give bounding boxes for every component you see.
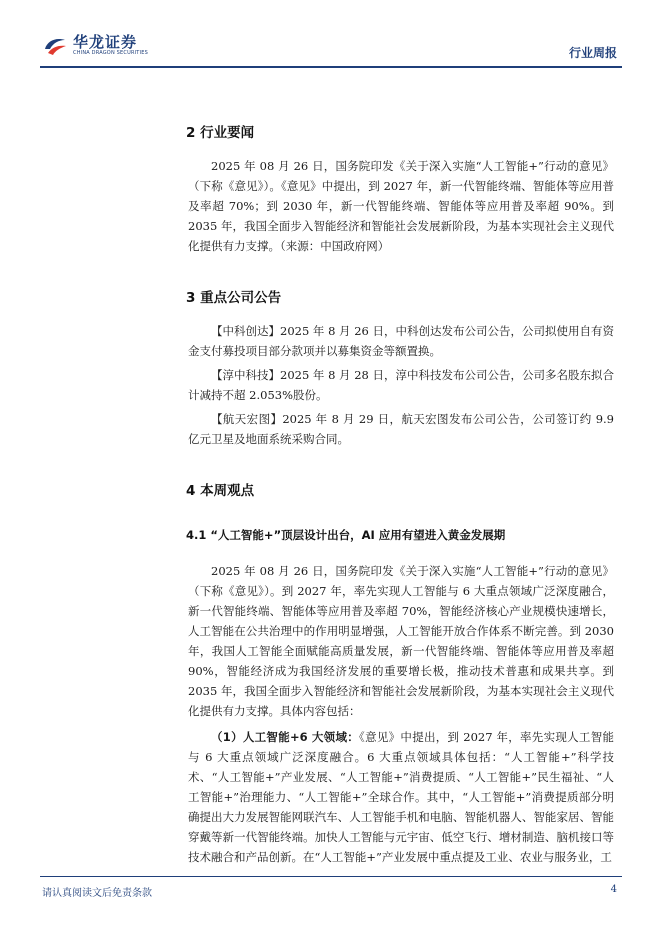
logo-chinese-name: 华龙证券 xyxy=(73,33,138,51)
announcement-item: 【中科创达】2025 年 8 月 26 日，中科创达发布公司公告，公司拟使用自有资金支付募投项目部分款项并以募集资金等额置换。 xyxy=(188,324,614,358)
page-number: 4 xyxy=(610,884,617,895)
announcement-item: 【淳中科技】2025 年 8 月 28 日，淳中科技发布公司公告，公司多名股东拟合计减持不超 2.053%股份。 xyxy=(188,368,614,402)
section-3-heading: 3 重点公司公告 xyxy=(186,290,282,306)
report-type-label: 行业周报 xyxy=(568,46,617,60)
weekly-view-paragraph: 2025 年 08 月 26 日，国务院印发《关于深入实施“人工智能+”行动的意见》（下称《意见》）。到 2027 年，率先实现人工智能与 6 大重点领域广泛深度融合，新一代智能终端、智能体等应用普及率超 70%，智能经济核心产业规模快速增长，人工智能在公共治理中的作用明显增强，人工智能开放合作体系不断完善。到 2030 年，我国人工智能全面赋能高质量发展，新一代智能终端、智能体等应用普及率超 90%，智能经济成为我国经济发展的重要增长极，推动技术普惠和成果共享。到 2035 年，我国全面步入智能经济和智能社会发展新阶段，为基本实现社会主义现代化提供有力支撑。具体内容包括： xyxy=(188,564,614,718)
disclaimer-note: 请认真阅读文后免责条款 xyxy=(42,888,152,899)
main-content xyxy=(188,121,614,867)
header-divider xyxy=(40,66,622,68)
company-logo xyxy=(42,34,148,57)
section-2-heading: 2 行业要闻 xyxy=(186,125,255,141)
six-domains-paragraph xyxy=(188,727,614,867)
section-4-1-heading: 4.1 “人工智能+”顶层设计出台，AI 应用有望进入黄金发展期 xyxy=(186,528,506,542)
six-domains-body: 《意见》中提出，到 2027 年，率先实现人工智能与 6 大重点领域广泛深度融合。6 大重点领域具体包括：“人工智能+”科学技术、“人工智能+”产业发展、“人工智能+”消费提质、“人工智能+”民生福祉、“人工智能+”治理能力、“人工智能+”全球合作。其中，“人工智能+”消费提质部分明确提出大力发展智能网联汽车、人工智能手机和电脑、智能机器人、智能家居、智能穿戴等新一代智能终端。加快人工智能与元宇宙、低空飞行、增材制造、脑机接口等技术融合和产品创新。在“人工智能+”产业发展中重点提及工业、农业与服务业，工 xyxy=(188,730,614,864)
six-domains-lead: （1）人工智能+6 大领域： xyxy=(211,730,360,744)
logo-english-name: CHINA DRAGON SECURITIES xyxy=(73,50,148,56)
dragon-logo-icon xyxy=(42,35,68,57)
announcement-item: 【航天宏图】2025 年 8 月 29 日，航天宏图发布公司公告，公司签订约 9.9 亿元卫星及地面系统采购合同。 xyxy=(188,412,614,446)
industry-news-paragraph: 2025 年 08 月 26 日，国务院印发《关于深入实施“人工智能+”行动的意见》（下称《意见》）。《意见》中提出，到 2027 年，新一代智能终端、智能体等应用普及率超 70%；到 2030 年，新一代智能终端、智能体等应用普及率超 90%。到 2035 年，我国全面步入智能经济和智能社会发展新阶段，为基本实现社会主义现代化提供有力支撑。（来源：中国政府网） xyxy=(188,159,614,253)
page-header xyxy=(0,0,662,70)
section-4-heading: 4 本周观点 xyxy=(186,483,255,499)
footer-divider xyxy=(40,876,622,877)
